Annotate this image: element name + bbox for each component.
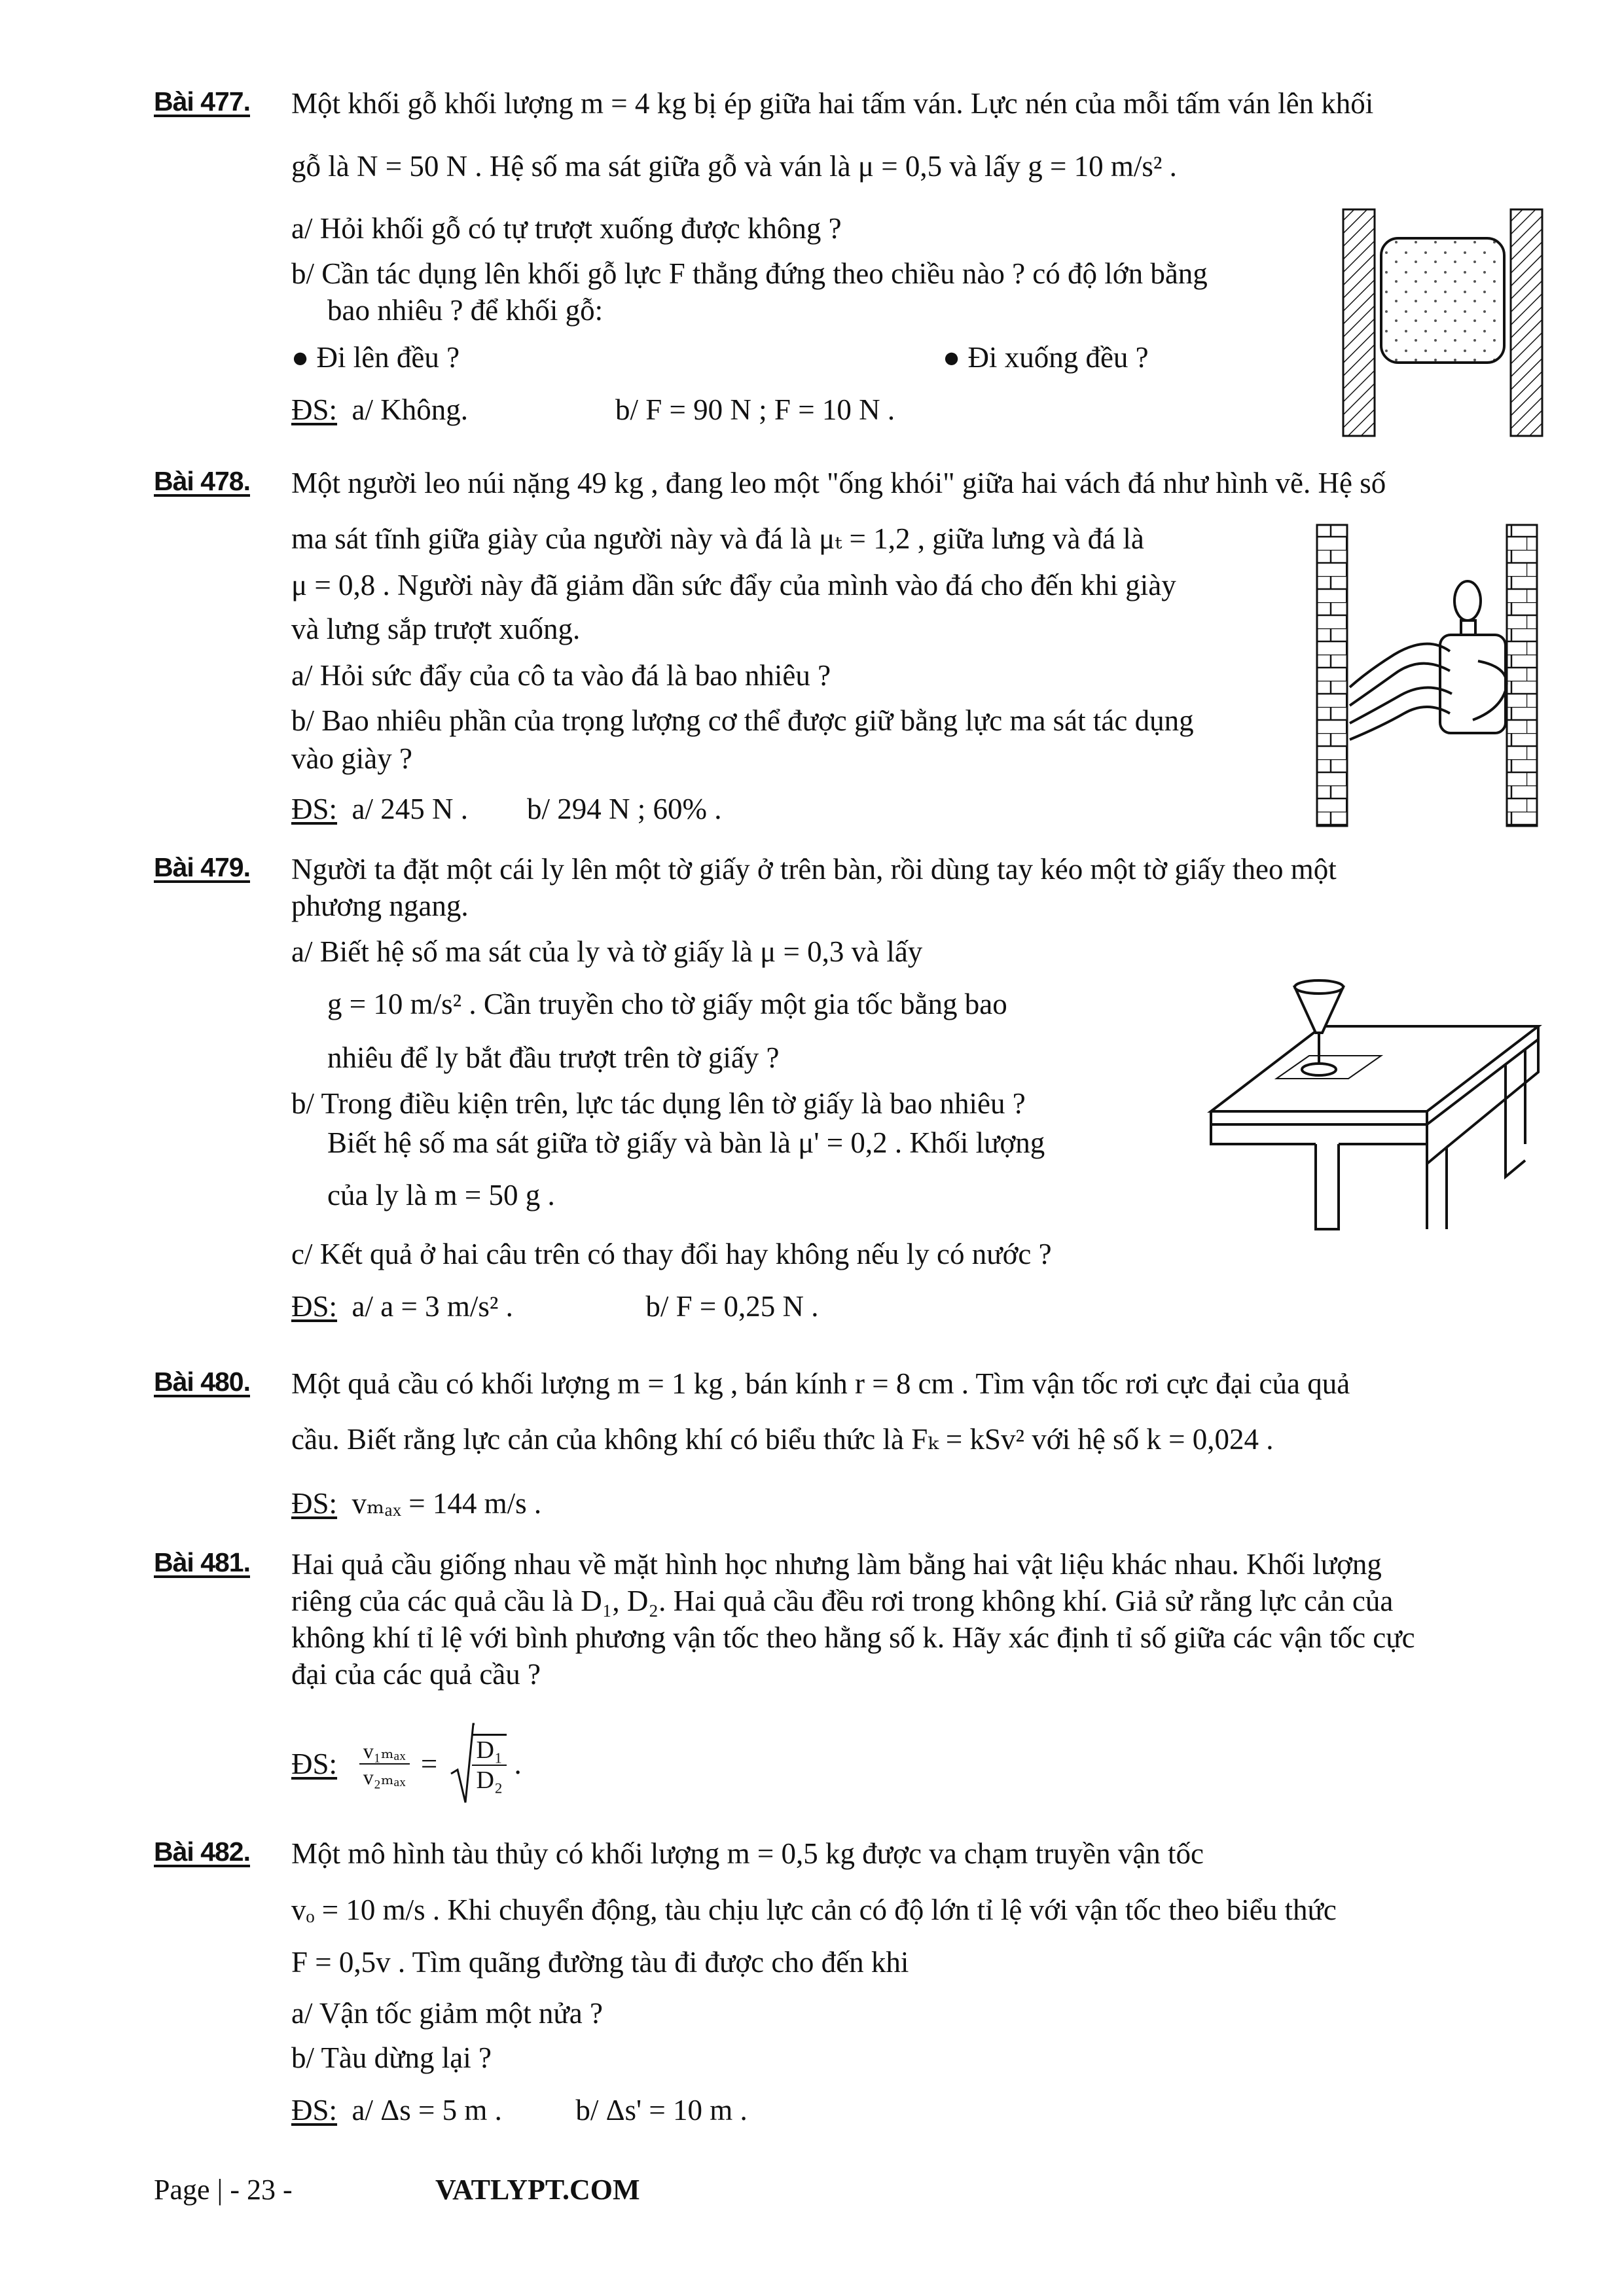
problem-478-label: Bài 478. xyxy=(154,466,250,496)
problem-477-part-b: b/ Cần tác dụng lên khối gỗ lực F thẳng đứng theo chiều nào ? có độ lớn bằng xyxy=(291,257,1208,290)
problem-477-part-b-cont: bao nhiêu ? để khối gỗ: xyxy=(327,294,604,327)
problem-478-line-2: ma sát tĩnh giữa giày của người này và đá là μₜ = 1,2 , giữa lưng và đá là xyxy=(291,522,1144,555)
problem-480-answer: ĐS: vₘₐₓ = 144 m/s . xyxy=(291,1487,542,1520)
problem-479-part-a-cont-2: nhiêu để ly bắt đầu trượt trên tờ giấy ? xyxy=(327,1041,780,1074)
problem-479-part-a: a/ Biết hệ số ma sát của ly và tờ giấy là μ = 0,3 và lấy xyxy=(291,935,923,968)
problem-479-line-2: phương ngang. xyxy=(291,889,469,922)
problem-479-part-b: b/ Trong điều kiện trên, lực tác dụng lên tờ giấy là bao nhiêu ? xyxy=(291,1087,1026,1120)
problem-477-line-2: gỗ là N = 50 N . Hệ số ma sát giữa gỗ và ván là μ = 0,5 và lấy g = 10 m/s² . xyxy=(291,150,1177,183)
problem-478-part-b: b/ Bao nhiêu phần của trọng lượng cơ thể được giữ bằng lực ma sát tác dụng xyxy=(291,704,1194,737)
velocity-ratio-fraction: $\frac{\text{v₁ₘₐₓ}}{\text{v₂ₘₐₓ}}$ xyxy=(359,1738,410,1789)
page-number: Page | - 23 - xyxy=(154,2174,293,2206)
right-brick-wall xyxy=(1507,525,1537,826)
problem-481-line-2: riêng của các quả cầu là D₁, D₂. Hai quả cầu đều rơi trong không khí. Giả sử rằng lực cản của xyxy=(291,1585,1394,1617)
left-board xyxy=(1343,209,1375,436)
problem-481-label: Bài 481. xyxy=(154,1547,250,1577)
problem-479-line-1: Người ta đặt một cái ly lên một tờ giấy ở trên bàn, rồi dùng tay kéo một tờ giấy theo một xyxy=(291,853,1337,886)
problem-478-part-a: a/ Hỏi sức đẩy của cô ta vào đá là bao nhiêu ? xyxy=(291,659,831,692)
problem-479-figure xyxy=(1198,948,1545,1262)
problem-482-label: Bài 482. xyxy=(154,1837,250,1867)
table-drawing xyxy=(1211,980,1538,1229)
problem-482-line-3: F = 0,5v . Tìm quãng đường tàu đi được cho đến khi xyxy=(291,1946,909,1979)
problem-481-answer: ĐS: $\frac{\text{v₁ₘₐₓ}}{\text{v₂ₘₐₓ}}$ = $\frac{\text{D₁}}{\text{D₂}}$ . xyxy=(291,1721,522,1806)
left-brick-wall xyxy=(1317,525,1347,826)
problem-478-answer: ĐS: a/ 245 N . b/ 294 N ; 60% . xyxy=(291,793,722,825)
problem-477-bullet-right: ● Đi xuống đều ? xyxy=(943,341,1149,374)
right-board xyxy=(1511,209,1542,436)
problem-478-part-b-cont: vào giày ? xyxy=(291,742,412,775)
sqrt-sign xyxy=(448,1721,475,1806)
problem-482-line-2: vₒ = 10 m/s . Khi chuyển động, tàu chịu lực cản có độ lớn tỉ lệ với vận tốc theo biểu thức xyxy=(291,1893,1337,1926)
problem-478-line-4: và lưng sắp trượt xuống. xyxy=(291,613,581,645)
problem-479-part-b-cont-2: của ly là m = 50 g . xyxy=(327,1179,555,1211)
problem-477-bullet-left: ● Đi lên đều ? xyxy=(291,341,460,374)
problem-482-part-a: a/ Vận tốc giảm một nửa ? xyxy=(291,1997,603,2030)
site-name: VATLYPT.COM xyxy=(435,2174,640,2206)
problem-478-line-1: Một người leo núi nặng 49 kg , đang leo một "ống khói" giữa hai vách đá như hình vẽ. Hệ số xyxy=(291,467,1386,499)
problem-479-part-b-cont-1: Biết hệ số ma sát giữa tờ giấy và bàn là μ' = 0,2 . Khối lượng xyxy=(327,1126,1045,1159)
problem-479-part-a-cont-1: g = 10 m/s² . Cần truyền cho tờ giấy một gia tốc bằng bao xyxy=(327,988,1007,1020)
problem-477-part-a: a/ Hỏi khối gỗ có tự trượt xuống được không ? xyxy=(291,212,842,245)
climber-drawing xyxy=(1350,581,1507,740)
problem-478-figure xyxy=(1316,524,1538,828)
problem-479-part-c: c/ Kết quả ở hai câu trên có thay đổi hay không nếu ly có nước ? xyxy=(291,1238,1052,1270)
problem-482-line-1: Một mô hình tàu thủy có khối lượng m = 0,5 kg được va chạm truyền vận tốc xyxy=(291,1837,1204,1870)
problem-480-label: Bài 480. xyxy=(154,1367,250,1397)
problem-477-figure xyxy=(1342,208,1545,439)
problem-477-line-1: Một khối gỗ khối lượng m = 4 kg bị ép giữa hai tấm ván. Lực nén của mỗi tấm ván lên khối xyxy=(291,87,1374,120)
problem-482-answer: ĐS: a/ Δs = 5 m . b/ Δs' = 10 m . xyxy=(291,2094,748,2126)
density-root: $\frac{\text{D₁}}{\text{D₂}}$ xyxy=(448,1721,507,1806)
problem-477-answer: ĐS: a/ Không. b/ F = 90 N ; F = 10 N . xyxy=(291,393,895,426)
problem-478-line-3: μ = 0,8 . Người này đã giảm dần sức đẩy của mình vào đá cho đến khi giày xyxy=(291,569,1176,601)
problem-479-label: Bài 479. xyxy=(154,852,250,882)
problem-479-answer: ĐS: a/ a = 3 m/s² . b/ F = 0,25 N . xyxy=(291,1290,819,1323)
problem-481-line-4: đại của các quả cầu ? xyxy=(291,1658,541,1691)
problem-482-part-b: b/ Tàu dừng lại ? xyxy=(291,2041,492,2074)
problem-480-line-1: Một quả cầu có khối lượng m = 1 kg , bán kính r = 8 cm . Tìm vận tốc rơi cực đại của quả xyxy=(291,1367,1350,1400)
problem-480-line-2: cầu. Biết rằng lực cản của không khí có biểu thức là Fₖ = kSv² với hệ số k = 0,024 . xyxy=(291,1423,1274,1456)
wood-block xyxy=(1381,238,1504,363)
problem-481-line-3: không khí tỉ lệ với bình phương vận tốc theo hằng số k. Hãy xác định tỉ số giữa các vận tốc cực xyxy=(291,1621,1415,1654)
problem-481-line-1: Hai quả cầu giống nhau về mặt hình học nhưng làm bằng hai vật liệu khác nhau. Khối lượng xyxy=(291,1548,1382,1581)
page-footer xyxy=(154,2173,640,2206)
problem-477-label: Bài 477. xyxy=(154,86,250,117)
